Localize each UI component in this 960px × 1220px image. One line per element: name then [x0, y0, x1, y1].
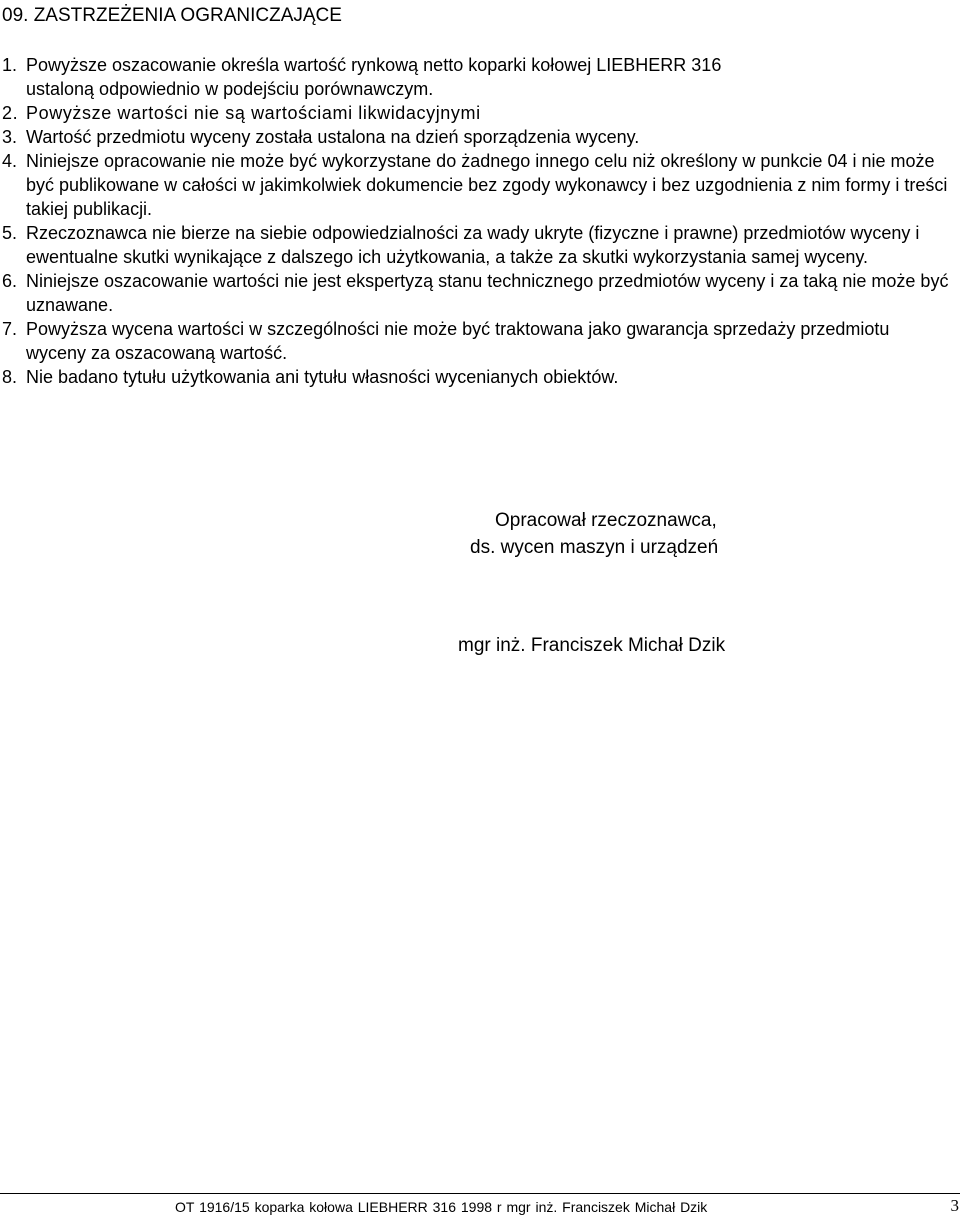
item-text-part: ustaloną odpowiednio w podejściu porównawczym.: [26, 79, 434, 99]
item-text: [26, 53, 952, 101]
item-number: 7.: [2, 319, 18, 339]
footer-divider: [0, 1193, 960, 1194]
list-item: [2, 317, 952, 365]
item-text-emphasis: netto koparki kołowej LIEBHERR 316: [423, 55, 722, 75]
item-number: 4.: [2, 151, 18, 171]
item-text: Powyższe wartości nie są wartościami likwidacyjnymi: [26, 103, 481, 123]
item-text: Niniejsze oszacowanie wartości nie jest ekspertyzą stanu technicznego przedmiotów wyceny i za taką nie może być uznawane.: [26, 271, 949, 315]
item-number: 2.: [2, 103, 19, 123]
item-number: 5.: [2, 223, 18, 243]
item-text: Nie badano tytułu użytkowania ani tytułu własności wycenianych obiektów.: [26, 367, 619, 387]
item-number: 8.: [2, 367, 18, 387]
item-text: Niniejsze opracowanie nie może być wykorzystane do żadnego innego celu niż określony w punkcie 04 i nie może być publikowane w całości w jakimkolwiek dokumencie bez zgody wykonawcy i bez uzgodnienia z nim formy i treści takiej publikacji.: [26, 151, 948, 219]
list-item: [2, 149, 952, 221]
signature-name: mgr inż. Franciszek Michał Dzik: [458, 635, 726, 656]
item-text: Powyższa wycena wartości w szczególności nie może być traktowana jako gwarancja sprzedaży przedmiotu wyceny za oszacowaną wartość.: [26, 319, 890, 363]
list-item: [2, 101, 952, 125]
item-text: Rzeczoznawca nie bierze na siebie odpowiedzialności za wady ukryte (fizyczne i prawne) przedmiotów wyceny i ewentualne skutki wynikające z dalszego ich użytkowania, a także za skutki wykorzystania samej wyceny.: [26, 223, 920, 267]
section-title: 09. ZASTRZEŻENIA OGRANICZAJĄCE: [2, 5, 342, 26]
footer-text: OT 1916/15 koparka kołowa LIEBHERR 316 1998 r mgr inż. Franciszek Michał Dzik: [175, 1199, 708, 1215]
page-number: 3: [950, 1196, 959, 1215]
item-number: 6.: [2, 271, 18, 291]
signature-specialization: ds. wycen maszyn i urządzeń: [470, 537, 719, 558]
item-number: 3.: [2, 127, 18, 147]
item-text-part: Powyższe oszacowanie określa wartość rynkową: [26, 55, 424, 75]
list-item: [2, 365, 952, 389]
signature-role: Opracował rzeczoznawca,: [495, 510, 717, 531]
list-item: [2, 221, 952, 269]
restrictions-list: [2, 53, 952, 389]
item-text: Wartość przedmiotu wyceny została ustalona na dzień sporządzenia wyceny.: [26, 127, 640, 147]
item-number: 1.: [2, 55, 18, 75]
list-item: [2, 125, 952, 149]
list-item: [2, 53, 952, 101]
list-item: [2, 269, 952, 317]
